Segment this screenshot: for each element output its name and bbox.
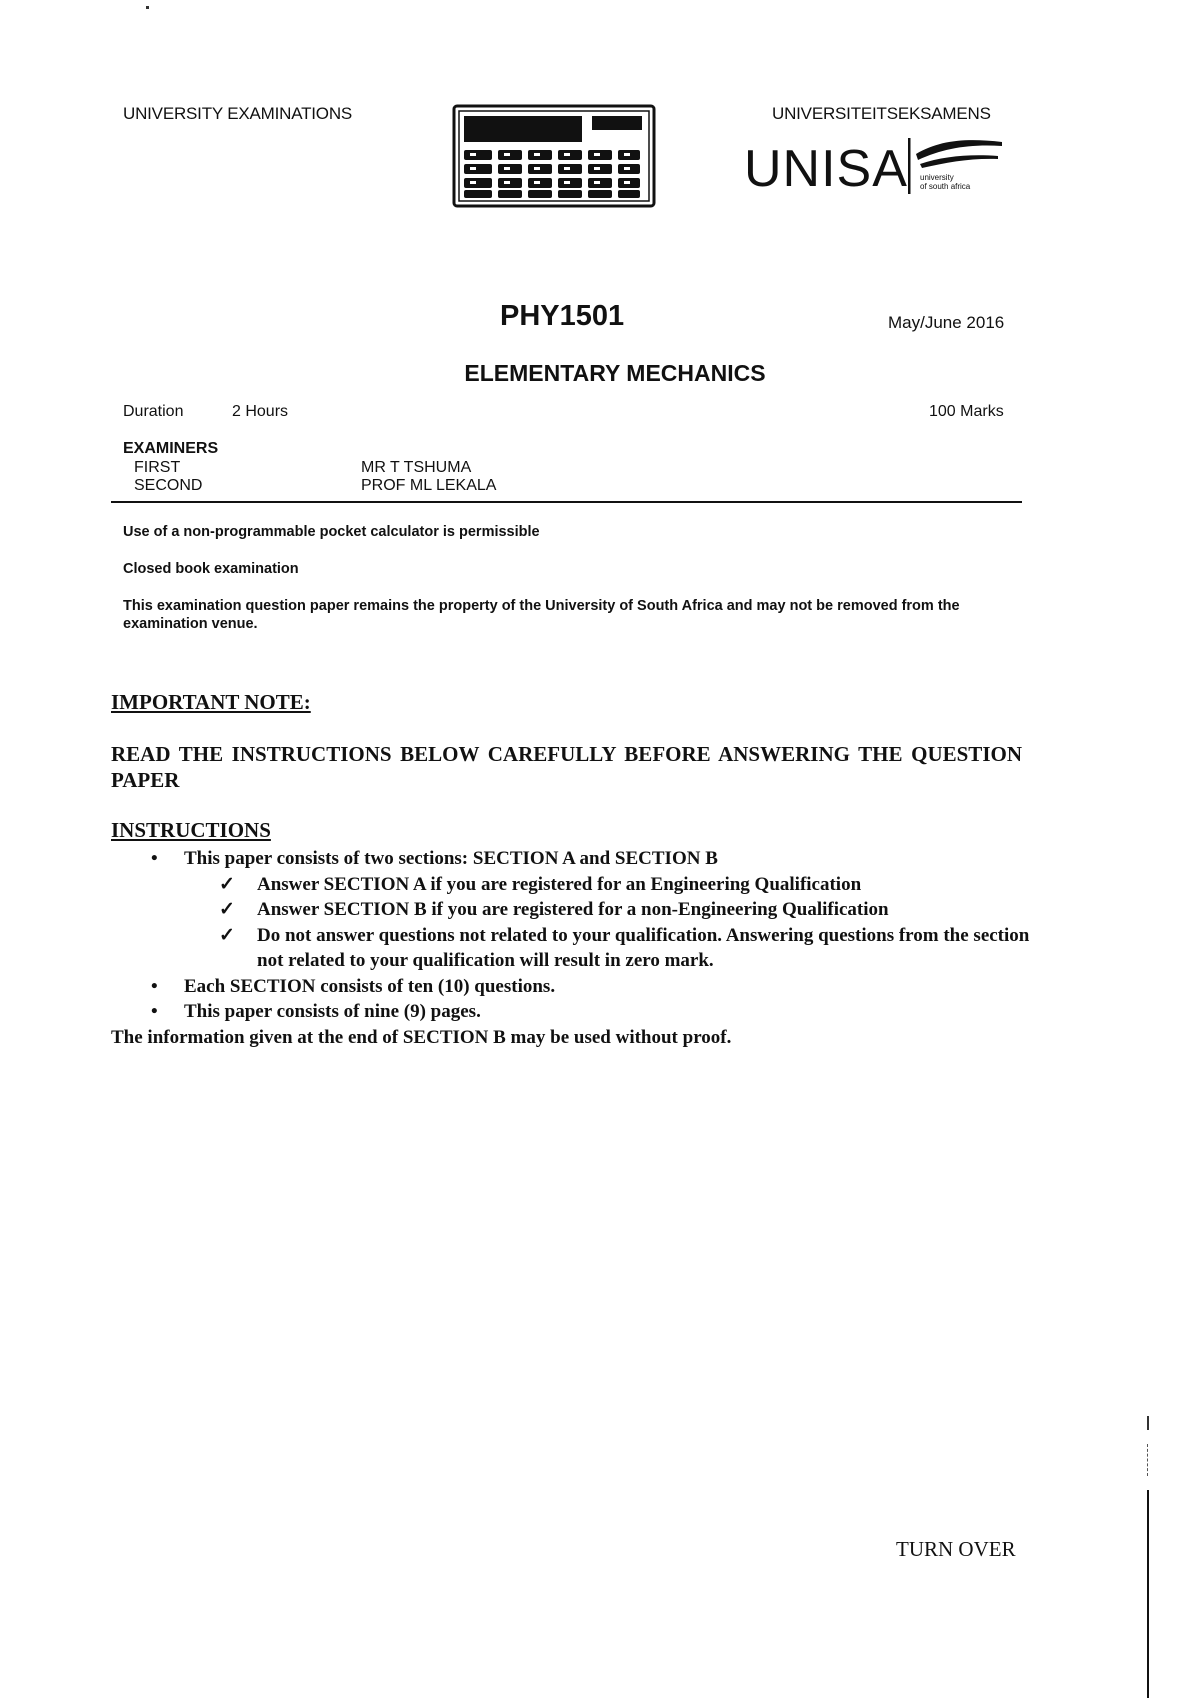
scan-edge-line (1147, 1490, 1149, 1698)
header-right-text: UNIVERSITEITSEKSAMENS (772, 104, 991, 123)
scan-speck (146, 6, 149, 9)
header-divider (111, 501, 1022, 503)
list-item (111, 846, 1031, 872)
instruction-section-a: Answer SECTION A if you are registered for an Engineering Qualification (257, 873, 862, 895)
paper-title: ELEMENTARY MECHANICS (464, 360, 766, 386)
turn-over-text: TURN OVER (896, 1537, 1016, 1561)
check-icon: ✓ (219, 924, 235, 946)
duration-value: 2 Hours (232, 403, 289, 420)
total-marks: 100 Marks (929, 403, 1004, 420)
instruction-zero-mark: Do not answer questions not related to your qualification. Answering questions from the section not related to your qualification will result in zero mark. (257, 924, 1030, 971)
instruction-closing: The information given at the end of SECTION B may be used without proof. (111, 1026, 732, 1048)
check-icon: ✓ (219, 873, 235, 895)
examiner-name-first: MR T TSHUMA (361, 459, 472, 476)
bullet-icon: • (151, 848, 158, 869)
unisa-logo-tagline-2: of south africa (920, 182, 971, 191)
exam-date: May/June 2016 (888, 313, 1005, 332)
list-item (111, 974, 1031, 1000)
header-left-text: UNIVERSITY EXAMINATIONS (123, 104, 353, 123)
list-item (111, 872, 1031, 898)
duration-label: Duration (123, 403, 184, 420)
note-closed-book: Closed book examination (123, 561, 299, 577)
unisa-logo-tagline-1: university (920, 173, 954, 182)
scan-edge-mark (1147, 1416, 1149, 1430)
unisa-logo-word: UNISA (744, 140, 908, 198)
list-item (111, 923, 1031, 974)
examiner-role-first: FIRST (134, 459, 181, 476)
course-code: PHY1501 (500, 300, 625, 332)
instructions-list (111, 846, 1031, 1050)
check-icon: ✓ (219, 899, 235, 920)
instruction-ten-questions: Each SECTION consists of ten (10) questions. (184, 975, 556, 997)
examiner-role-second: SECOND (134, 477, 203, 494)
instruction-sections: This paper consists of two sections: SECTION A and SECTION B (184, 848, 718, 869)
list-item (111, 897, 1031, 923)
instruction-section-b: Answer SECTION B if you are registered for a non-Engineering Qualification (257, 899, 889, 920)
unisa-logo (744, 134, 1006, 200)
calculator-icon (452, 104, 656, 208)
important-note-heading: IMPORTANT NOTE: (111, 690, 311, 714)
note-property: This examination question paper remains the property of the University of South Africa and may not be removed from the examination venue. (123, 598, 960, 632)
examiners-heading: EXAMINERS (123, 440, 219, 457)
scan-edge-dash (1147, 1444, 1149, 1476)
bullet-icon: • (151, 1001, 158, 1022)
read-instructions-text: READ THE INSTRUCTIONS BELOW CAREFULLY BEFORE ANSWERING THE QUESTION PAPER (111, 742, 1022, 792)
instruction-nine-pages: This paper consists of nine (9) pages. (184, 1001, 481, 1022)
instructions-heading: INSTRUCTIONS (111, 818, 271, 842)
bullet-icon: • (151, 975, 158, 997)
note-calculator: Use of a non-programmable pocket calculator is permissible (123, 524, 540, 540)
examiner-name-second: PROF ML LEKALA (361, 477, 497, 494)
list-item (111, 999, 1031, 1025)
